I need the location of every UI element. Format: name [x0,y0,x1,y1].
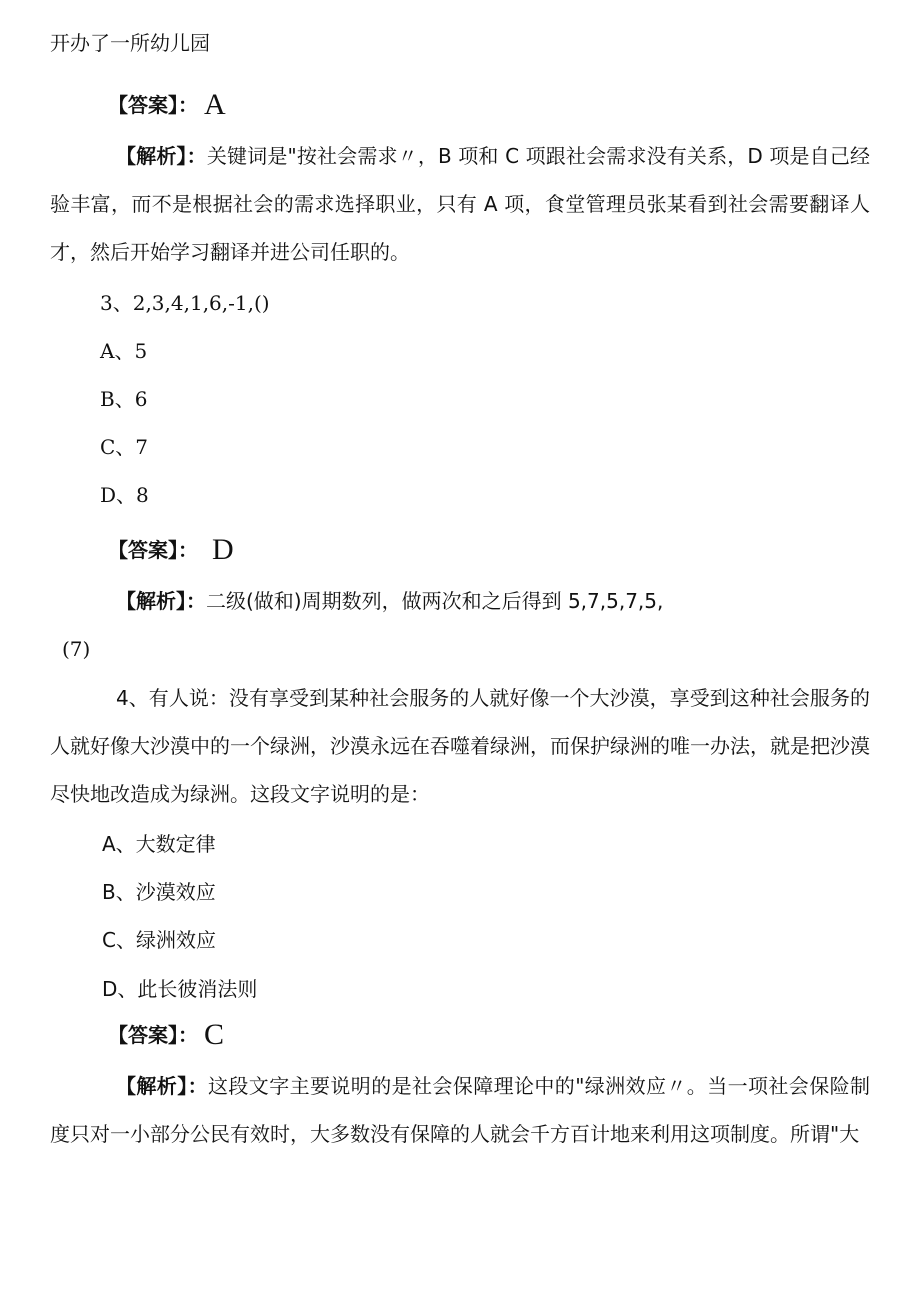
answer-label: 【答案】： [108,538,198,562]
answer-value: C [204,1018,225,1051]
answer-label: 【答案】： [108,1023,198,1047]
option-b: B、沙漠效应 [102,880,216,904]
analysis-text: 关键词是"按社会需求〃，B 项和 C 项跟社会需求没有关系，D 项是自己经验丰富，而不是根据社会的需求选择职业，只有 A 项，食堂管理员张某看到社会需要翻译人才，然后开始学习翻译并进公司任职的。 [50,144,870,264]
analysis-continuation: (7) [62,637,91,661]
analysis-text: 这段文字主要说明的是社会保障理论中的"绿洲效应〃。当一项社会保险制度只对一小部分公民有效时，大多数没有保障的人就会千方百计地来利用这项制度。所谓"大 [50,1074,870,1146]
answer-row [108,88,226,121]
answer-label: 【答案】： [108,93,198,117]
option-b: B、6 [100,387,148,411]
question-stem: 3、2,3,4,1,6,-1,() [100,291,270,315]
answer-row [108,533,234,566]
option-a: A、大数定律 [102,832,216,856]
analysis-paragraph [116,588,663,614]
option-c: C、7 [100,435,149,459]
analysis-text: 二级(做和)周期数列，做两次和之后得到 5,7,5,7,5, [206,589,664,613]
option-a: A、5 [100,339,148,363]
analysis-label: 【解析】： [116,144,207,168]
option-c: C、绿洲效应 [102,928,216,952]
answer-value: D [212,533,234,566]
analysis-label: 【解析】： [116,589,206,613]
analysis-label: 【解析】： [116,1074,208,1098]
analysis-paragraph [50,132,870,276]
analysis-paragraph [50,1062,870,1158]
option-d: D、此长彼消法则 [102,977,258,1001]
answer-value: A [204,88,226,121]
question-stem: 4、有人说：没有享受到某种社会服务的人就好像一个大沙漠，享受到这种社会服务的人就好像大沙漠中的一个绿洲，沙漠永远在吞噬着绿洲，而保护绿洲的唯一办法，就是把沙漠尽快地改造成为绿洲。这段文字说明的是： [50,686,870,806]
answer-row [108,1018,225,1051]
continuation-line: 开办了一所幼儿园 [50,31,210,55]
option-d: D、8 [100,483,149,507]
